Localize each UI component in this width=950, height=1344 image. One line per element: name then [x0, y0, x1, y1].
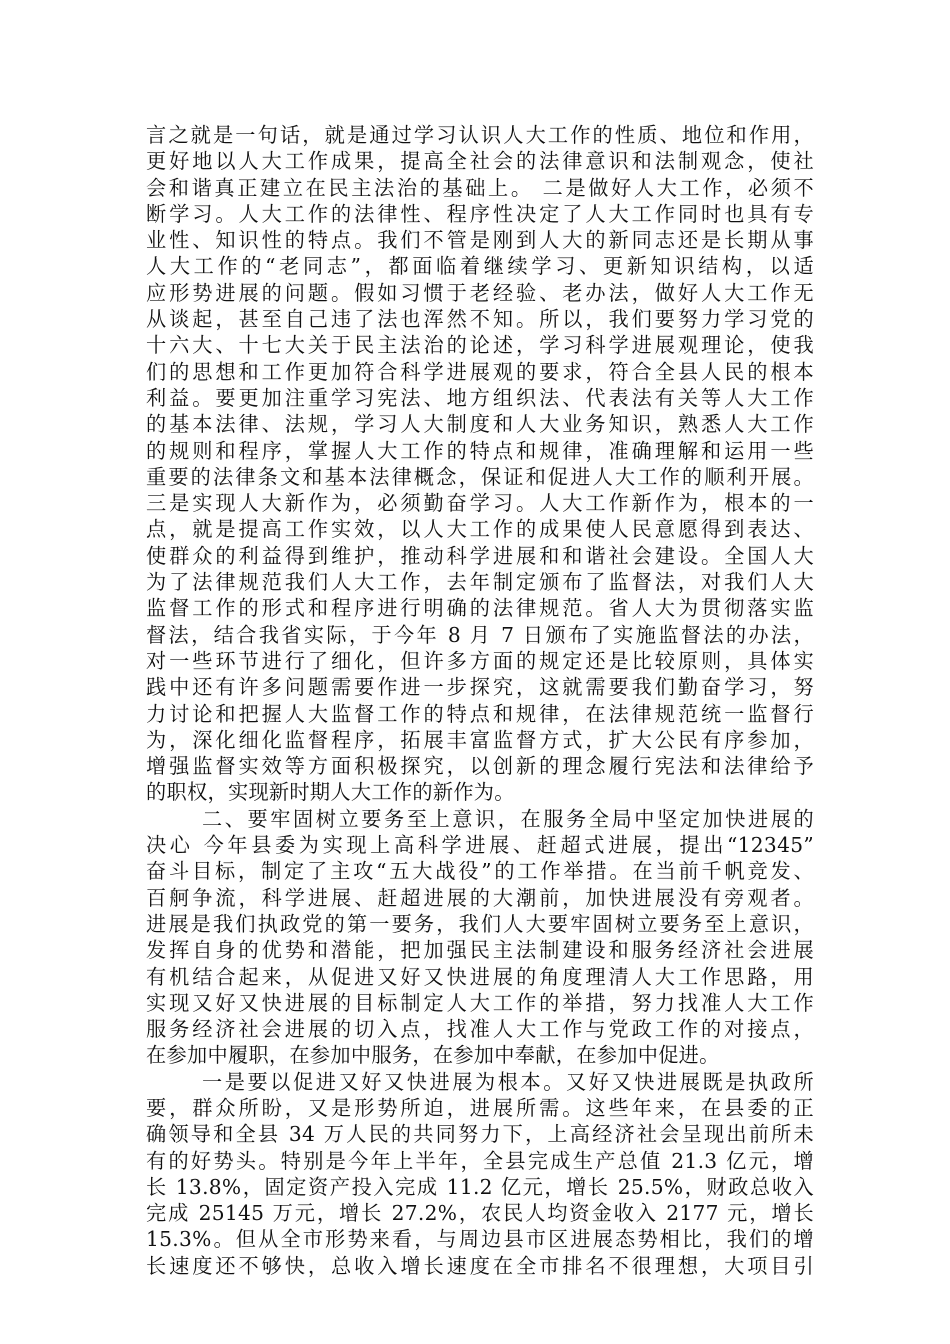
- text-line: 决心 今年县委为实现上高科学进展、赶超式进展，提出“12345”: [146, 833, 814, 858]
- text-line: 为，深化细化监督程序，拓展丰富监督方式，扩大公民有序参加，: [146, 727, 814, 752]
- text-line: 的基本法律、法规，学习人大制度和人大业务知识，熟悉人大工作: [146, 412, 814, 437]
- text-line: 有的好势头。特别是今年上半年，全县完成生产总值 21.3 亿元，增: [146, 1148, 814, 1173]
- text-line: 完成 25145 万元，增长 27.2%，农民人均资金收入 2177 元，增长: [146, 1201, 814, 1226]
- text-line: 言之就是一句话，就是通过学习认识人大工作的性质、地位和作用，: [146, 123, 814, 147]
- text-line: 服务经济社会进展的切入点，找准人大工作与党政工作的对接点，: [146, 1017, 814, 1042]
- text-line: 在参加中履职，在参加中服务，在参加中奉献，在参加中促进。: [146, 1043, 720, 1068]
- text-line: 长速度还不够快，总收入增长速度在全市排名不很理想，大项目引: [146, 1253, 814, 1278]
- text-line: 十六大、十七大关于民主法治的论述，学习科学进展观理论，使我: [146, 333, 814, 358]
- text-line: 断学习。人大工作的法律性、程序性决定了人大工作同时也具有专: [146, 201, 814, 226]
- text-line: 确领导和全县 34 万人民的共同努力下，上高经济社会呈现出前所未: [146, 1122, 814, 1147]
- text-line: 更好地以人大工作成果，提高全社会的法律意识和法制观念，使社: [146, 149, 814, 174]
- text-line: 的职权，实现新时期人大工作的新作为。: [146, 780, 515, 805]
- text-line: 增强监督实效等方面积极探究，以创新的理念履行宪法和法律给予: [146, 754, 814, 779]
- text-line: 发挥自身的优势和潜能，把加强民主法制建设和服务经济社会进展: [146, 938, 814, 963]
- text-line: 15.3%。但从全市形势来看，与周边县市区进展态势相比，我们的增: [146, 1227, 814, 1252]
- text-line: 践中还有许多问题需要作进一步探究，这就需要我们勤奋学习，努: [146, 675, 814, 700]
- text-line: 督法，结合我省实际，于今年 8 月 7 日颁布了实施监督法的办法，: [146, 622, 814, 647]
- text-line: 力讨论和把握人大监督工作的特点和规律，在法律规范统一监督行: [146, 701, 814, 726]
- text-line: 长 13.8%，固定资产投入完成 11.2 亿元，增长 25.5%，财政总收入: [146, 1174, 814, 1199]
- text-line: 三是实现人大新作为，必须勤奋学习。人大工作新作为，根本的一: [146, 491, 814, 516]
- text-line: 有机结合起来，从促进又好又快进展的角度理清人大工作思路，用: [146, 964, 814, 989]
- paragraph-start-line: 一是要以促进又好又快进展为根本。又好又快进展既是执政所: [202, 1069, 814, 1094]
- text-line: 会和谐真正建立在民主法治的基础上。 二是做好人大工作，必须不: [146, 175, 814, 200]
- text-line: 重要的法律条文和基本法律概念，保证和促进人大工作的顺利开展。: [146, 464, 814, 489]
- text-line: 的规则和程序，掌握人大工作的特点和规律，准确理解和运用一些: [146, 438, 814, 463]
- text-line: 实现又好又快进展的目标制定人大工作的举措，努力找准人大工作: [146, 990, 814, 1015]
- text-line: 为了法律规范我们人大工作，去年制定颁布了监督法，对我们人大: [146, 570, 814, 595]
- text-line: 对一些环节进行了细化，但许多方面的规定还是比较原则，具体实: [146, 648, 814, 673]
- text-line: 进展是我们执政党的第一要务，我们人大要牢固树立要务至上意识，: [146, 911, 814, 936]
- text-line: 从谈起，甚至自己违了法也浑然不知。所以，我们要努力学习党的: [146, 307, 814, 332]
- text-line: 点，就是提高工作实效，以人大工作的成果使人民意愿得到表达、: [146, 517, 814, 542]
- document-body: [146, 122, 814, 1279]
- text-line: 应形势进展的问题。假如习惯于老经验、老办法，做好人大工作无: [146, 280, 814, 305]
- text-line: 监督工作的形式和程序进行明确的法律规范。省人大为贯彻落实监: [146, 596, 814, 621]
- section-heading-line: 二、要牢固树立要务至上意识，在服务全局中坚定加快进展的: [202, 806, 814, 831]
- text-line: 要，群众所盼，又是形势所迫，进展所需。这些年来，在县委的正: [146, 1095, 814, 1120]
- text-line: 们的思想和工作更加符合科学进展观的要求，符合全县人民的根本: [146, 359, 814, 384]
- text-line: 奋斗目标，制定了主攻“五大战役”的工作举措。在当前千帆竞发、: [146, 859, 814, 884]
- text-line: 业性、知识性的特点。我们不管是刚到人大的新同志还是长期从事: [146, 228, 814, 253]
- text-line: 利益。要更加注重学习宪法、地方组织法、代表法有关等人大工作: [146, 385, 814, 410]
- text-line: 百舸争流，科学进展、赶超进展的大潮前，加快进展没有旁观者。: [146, 885, 814, 910]
- text-line: 使群众的利益得到维护，推动科学进展和和谐社会建设。全国人大: [146, 543, 814, 568]
- text-line: 人大工作的“老同志”，都面临着继续学习、更新知识结构，以适: [146, 254, 814, 279]
